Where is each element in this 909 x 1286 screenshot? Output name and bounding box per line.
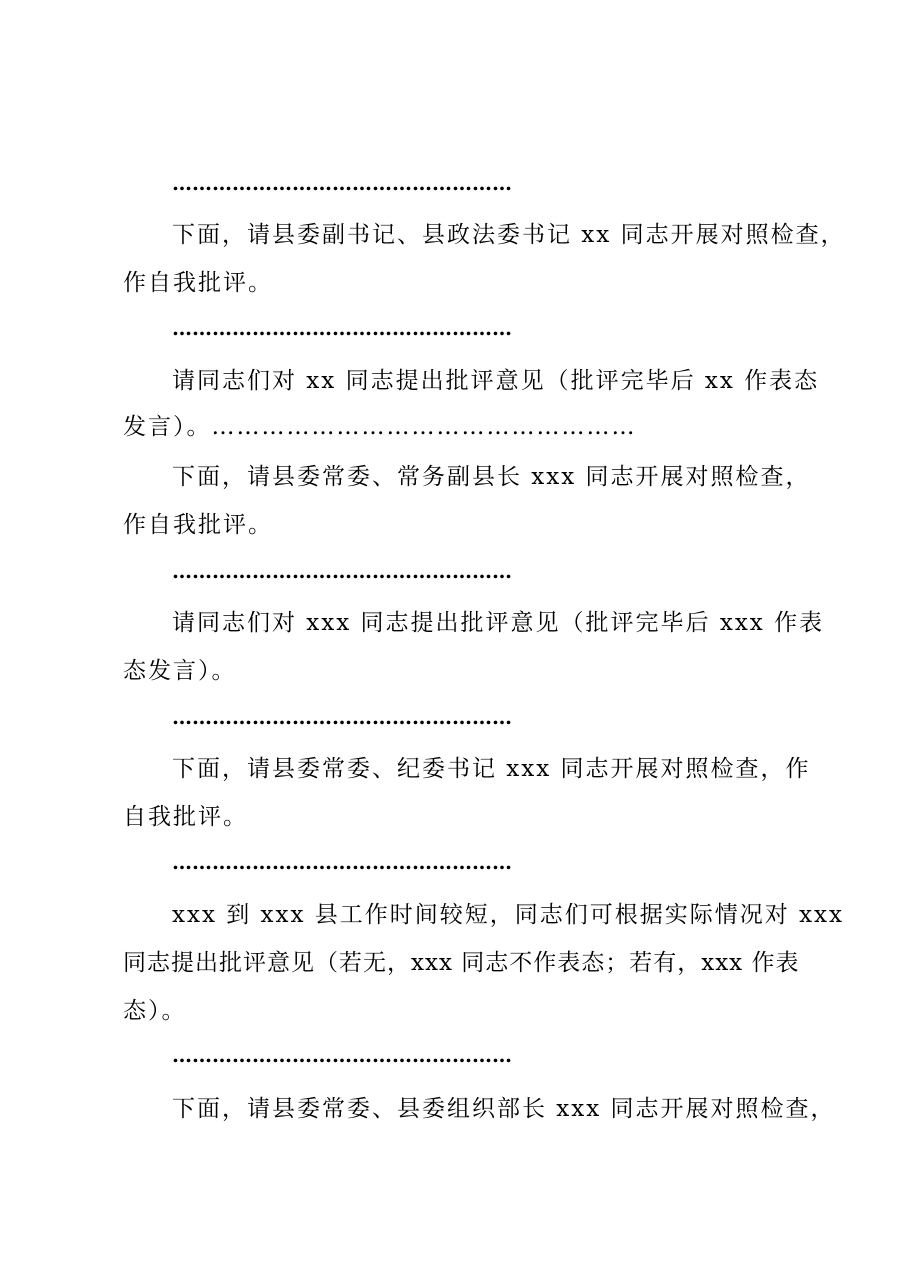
dot-leader-line: ……………………………………………: [172, 559, 512, 583]
paragraph-line: 作自我批评。: [123, 270, 273, 296]
paragraph-line: 下面，请县委常委、县委组织部长 xxx 同志开展对照检查，: [172, 1096, 836, 1122]
paragraph-line: 下面，请县委常委、纪委书记 xxx 同志开展对照检查，作: [172, 756, 811, 782]
paragraph-line: 下面，请县委常委、常务副县长 xxx 同志开展对照检查，: [172, 464, 811, 490]
dot-leader-line: ……………………………………………: [172, 316, 512, 340]
paragraph-line: xxx 到 xxx 县工作时间较短，同志们可根据实际情况对 xxx: [172, 902, 844, 928]
dot-leader-line: ……………………………………………: [172, 705, 512, 729]
paragraph-line: 自我批评。: [123, 804, 248, 830]
dot-leader-line: ……………………………………………: [172, 1043, 512, 1067]
dot-leader-line: ……………………………………………: [172, 171, 512, 195]
paragraph-line: 下面，请县委副书记、县政法委书记 xx 同志开展对照检查，: [172, 222, 846, 248]
paragraph-line: 同志提出批评意见（若无，xxx 同志不作表态；若有，xxx 作表: [123, 950, 800, 976]
dot-leader-line: ……………………………………………: [172, 850, 512, 874]
paragraph-line: 发言）。……………………………………………: [123, 414, 637, 440]
paragraph-line: 请同志们对 xx 同志提出批评意见（批评完毕后 xx 作表态: [172, 368, 820, 394]
paragraph-line: 作自我批评。: [123, 512, 273, 538]
paragraph-line: 态）。: [123, 998, 187, 1024]
paragraph-line: 态发言）。: [123, 658, 237, 684]
paragraph-line: 请同志们对 xxx 同志提出批评意见（批评完毕后 xxx 作表: [172, 610, 825, 636]
